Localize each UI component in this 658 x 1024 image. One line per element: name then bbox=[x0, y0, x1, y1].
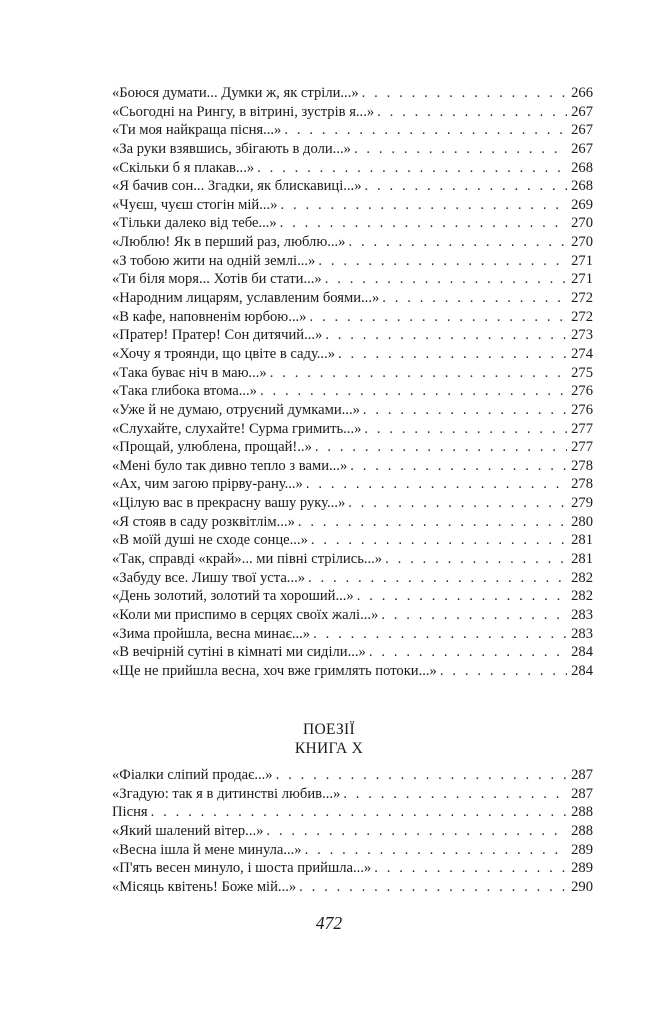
toc-entry-title: «Така буває ніч в маю...» bbox=[112, 364, 267, 381]
dot-leader bbox=[299, 878, 567, 897]
toc-entry bbox=[112, 364, 593, 383]
toc-entry-title: «Мені було так дивно тепло з вами...» bbox=[112, 457, 348, 474]
toc-entry bbox=[112, 121, 593, 140]
toc-entry-title: «Народним лицарям, уславленим боями...» bbox=[112, 290, 380, 307]
toc-entry bbox=[112, 822, 593, 841]
toc-entry-title: «Чуєш, чуєш стогін мій...» bbox=[112, 196, 278, 213]
dot-leader bbox=[306, 475, 567, 494]
dot-leader bbox=[364, 420, 567, 439]
toc-entry-title: «Люблю! Як в перший раз, люблю...» bbox=[112, 234, 346, 251]
toc-entry-title: «Пратер! Пратер! Сон дитячий...» bbox=[112, 327, 323, 344]
toc-entry-title: «З тобою жити на одній землі...» bbox=[112, 252, 316, 269]
dot-leader bbox=[309, 308, 567, 327]
toc-entry bbox=[112, 345, 593, 364]
toc-entry-title: «Який шалений вітер...» bbox=[112, 822, 264, 839]
toc-entry bbox=[112, 103, 593, 122]
toc-entry-page-number: 272 bbox=[571, 290, 593, 307]
dot-leader bbox=[343, 785, 567, 804]
toc-entry bbox=[112, 420, 593, 439]
dot-leader bbox=[298, 513, 567, 532]
toc-entry bbox=[112, 569, 593, 588]
table-of-contents-list bbox=[112, 766, 593, 896]
toc-entry-title: «Ах, чим загою прірву-рану...» bbox=[112, 476, 303, 493]
toc-entry-page-number: 283 bbox=[571, 625, 593, 642]
dot-leader bbox=[325, 326, 567, 345]
toc-entry-title: «За руки взявшись, збігають в доли...» bbox=[112, 140, 351, 157]
dot-leader bbox=[151, 803, 568, 822]
dot-leader bbox=[374, 859, 567, 878]
toc-entry bbox=[112, 841, 593, 860]
toc-entry-page-number: 269 bbox=[571, 196, 593, 213]
toc-entry-page-number: 288 bbox=[571, 822, 593, 839]
toc-entry-page-number: 271 bbox=[571, 271, 593, 288]
toc-entry-title: «П'ять весен минуло, і шоста прийшла...» bbox=[112, 860, 372, 877]
dot-leader bbox=[311, 531, 567, 550]
toc-entry-page-number: 270 bbox=[571, 215, 593, 232]
toc-entry-page-number: 287 bbox=[571, 767, 593, 783]
toc-entry-page-number: 273 bbox=[571, 327, 593, 344]
toc-entry-page-number: 289 bbox=[571, 841, 593, 858]
toc-entry-page-number: 277 bbox=[571, 439, 593, 456]
toc-entry-title: Пісня bbox=[112, 804, 148, 821]
toc-entry bbox=[112, 159, 593, 178]
toc-entry-title: «Уже й не думаю, отруєний думками...» bbox=[112, 401, 360, 418]
toc-entry bbox=[112, 214, 593, 233]
toc-entry-title: «Згадую: так я в дитинстві любив...» bbox=[112, 785, 341, 802]
toc-entry-title: «Слухайте, слухайте! Сурма гримить...» bbox=[112, 420, 362, 437]
toc-entry-page-number: 274 bbox=[571, 345, 593, 362]
toc-entry-page-number: 270 bbox=[571, 234, 593, 251]
toc-entry-page-number: 267 bbox=[571, 103, 593, 120]
dot-leader bbox=[357, 587, 567, 606]
toc-entry-title: «Прощай, улюблена, прощай!..» bbox=[112, 439, 312, 456]
toc-entry-page-number: 284 bbox=[571, 644, 593, 661]
dot-leader bbox=[313, 625, 567, 644]
dot-leader bbox=[280, 196, 567, 215]
dot-leader bbox=[348, 233, 567, 252]
dot-leader bbox=[315, 438, 567, 457]
toc-entry bbox=[112, 803, 593, 822]
dot-leader bbox=[440, 662, 567, 681]
toc-entry-title: «В кафе, наповненім юрбою...» bbox=[112, 308, 307, 325]
toc-entry-page-number: 281 bbox=[571, 551, 593, 568]
dot-leader bbox=[381, 606, 567, 625]
toc-entry-page-number: 266 bbox=[571, 85, 593, 101]
toc-entry-page-number: 287 bbox=[571, 785, 593, 802]
toc-entry bbox=[112, 475, 593, 494]
toc-entry-title: «Зима пройшла, весна минає...» bbox=[112, 625, 311, 642]
toc-entry-title: «Фіалки сліпий продає...» bbox=[112, 767, 273, 783]
toc-entry bbox=[112, 513, 593, 532]
dot-leader bbox=[385, 550, 567, 569]
dot-leader bbox=[260, 382, 567, 401]
toc-entry-title: «Скільки б я плакав...» bbox=[112, 159, 255, 176]
toc-entry bbox=[112, 401, 593, 420]
page-number: 472 bbox=[315, 913, 343, 933]
toc-entry bbox=[112, 785, 593, 804]
section-book-label: КНИГА Х bbox=[294, 740, 364, 757]
dot-leader bbox=[276, 766, 568, 785]
toc-entry-page-number: 267 bbox=[571, 122, 593, 139]
toc-entry-title: «Так, справді «край»... ми півні стрілись...» bbox=[112, 551, 383, 568]
dot-leader bbox=[257, 159, 567, 178]
toc-entry-page-number: 276 bbox=[571, 383, 593, 400]
toc-entry bbox=[112, 550, 593, 569]
toc-entry-title: «Така глибока втома...» bbox=[112, 383, 257, 400]
toc-entry-title: «Ти моя найкраща пісня...» bbox=[112, 122, 282, 139]
toc-entry-page-number: 276 bbox=[571, 401, 593, 418]
toc-entry-title: «День золотий, золотий та хороший...» bbox=[112, 588, 354, 605]
dot-leader bbox=[325, 270, 567, 289]
toc-entry-page-number: 279 bbox=[571, 495, 593, 512]
toc-entry-page-number: 271 bbox=[571, 252, 593, 269]
toc-entry bbox=[112, 438, 593, 457]
toc-entry bbox=[112, 84, 593, 103]
toc-entry-page-number: 288 bbox=[571, 804, 593, 821]
toc-entry-page-number: 267 bbox=[571, 140, 593, 157]
section-title: ПОЕЗІЇ bbox=[303, 721, 355, 738]
toc-entry bbox=[112, 494, 593, 513]
dot-leader bbox=[348, 494, 567, 513]
toc-entry-page-number: 278 bbox=[571, 476, 593, 493]
toc-entry-page-number: 280 bbox=[571, 513, 593, 530]
toc-entry-title: «Забуду все. Лишу твої уста...» bbox=[112, 569, 306, 586]
toc-entry bbox=[112, 643, 593, 662]
toc-entry bbox=[112, 587, 593, 606]
toc-entry-title: «Сьогодні на Рингу, в вітрині, зустрів я...» bbox=[112, 103, 375, 120]
toc-entry-page-number: 284 bbox=[571, 662, 593, 679]
toc-entry-title: «Я стояв в саду розквітлім...» bbox=[112, 513, 295, 530]
toc-entry-page-number: 282 bbox=[571, 569, 593, 586]
toc-entry-title: «В вечірній сутіні в кімнаті ми сиділи...» bbox=[112, 644, 366, 661]
toc-entry-page-number: 268 bbox=[571, 159, 593, 176]
toc-entry bbox=[112, 326, 593, 345]
toc-entry-page-number: 289 bbox=[571, 860, 593, 877]
toc-entry-title: «Цілую вас в прекрасну вашу руку...» bbox=[112, 495, 346, 512]
toc-entry-title: «Тільки далеко від тебе...» bbox=[112, 215, 277, 232]
dot-leader bbox=[377, 103, 567, 122]
toc-entry-title: «Хочу я троянди, що цвіте в саду...» bbox=[112, 345, 336, 362]
toc-entry bbox=[112, 252, 593, 271]
toc-entry-title: «Ти біля моря... Хотів би стати...» bbox=[112, 271, 322, 288]
toc-entry-title: «Коли ми приспимо в серцях своїх жалі...» bbox=[112, 606, 379, 623]
toc-entry bbox=[112, 878, 593, 897]
toc-entry bbox=[112, 196, 593, 215]
toc-entry-title: «Місяць квітень! Боже мій...» bbox=[112, 878, 297, 895]
toc-entry-page-number: 278 bbox=[571, 457, 593, 474]
dot-leader bbox=[362, 84, 567, 103]
dot-leader bbox=[305, 841, 568, 860]
toc-entry-page-number: 268 bbox=[571, 178, 593, 195]
toc-entry-page-number: 283 bbox=[571, 606, 593, 623]
toc-entry bbox=[112, 382, 593, 401]
dot-leader bbox=[338, 345, 567, 364]
dot-leader bbox=[354, 140, 567, 159]
toc-entry bbox=[112, 766, 593, 785]
toc-entry-page-number: 290 bbox=[571, 878, 593, 895]
toc-entry bbox=[112, 606, 593, 625]
dot-leader bbox=[350, 457, 567, 476]
toc-entry-page-number: 277 bbox=[571, 420, 593, 437]
toc-entry-title: «Весна ішла й мене минула...» bbox=[112, 841, 302, 858]
toc-entry-page-number: 275 bbox=[571, 364, 593, 381]
dot-leader bbox=[363, 401, 567, 420]
toc-entry bbox=[112, 531, 593, 550]
toc-entry bbox=[112, 457, 593, 476]
toc-entry-title: «Я бачив сон... Згадки, як блискавиці...» bbox=[112, 178, 362, 195]
toc-entry-page-number: 272 bbox=[571, 308, 593, 325]
dot-leader bbox=[308, 569, 567, 588]
dot-leader bbox=[382, 289, 567, 308]
toc-entry bbox=[112, 289, 593, 308]
dot-leader bbox=[284, 121, 567, 140]
toc-entry-title: «Ще не прийшла весна, хоч вже гримлять потоки...» bbox=[112, 662, 437, 679]
dot-leader bbox=[365, 177, 568, 196]
toc-entry bbox=[112, 233, 593, 252]
toc-entry bbox=[112, 140, 593, 159]
toc-entry bbox=[112, 859, 593, 878]
toc-entry-title: «Боюся думати... Думки ж, як стріли...» bbox=[112, 85, 359, 101]
toc-entry bbox=[112, 308, 593, 327]
dot-leader bbox=[270, 364, 567, 383]
dot-leader bbox=[369, 643, 567, 662]
dot-leader bbox=[266, 822, 567, 841]
toc-entry bbox=[112, 177, 593, 196]
toc-entry bbox=[112, 270, 593, 289]
table-of-contents-list bbox=[112, 84, 593, 681]
dot-leader bbox=[280, 214, 567, 233]
toc-entry-title: «В моїй душі не сходе сонце...» bbox=[112, 532, 308, 549]
toc-entry bbox=[112, 662, 593, 681]
dot-leader bbox=[318, 252, 567, 271]
toc-entry-page-number: 281 bbox=[571, 532, 593, 549]
toc-entry-page-number: 282 bbox=[571, 588, 593, 605]
toc-entry bbox=[112, 625, 593, 644]
